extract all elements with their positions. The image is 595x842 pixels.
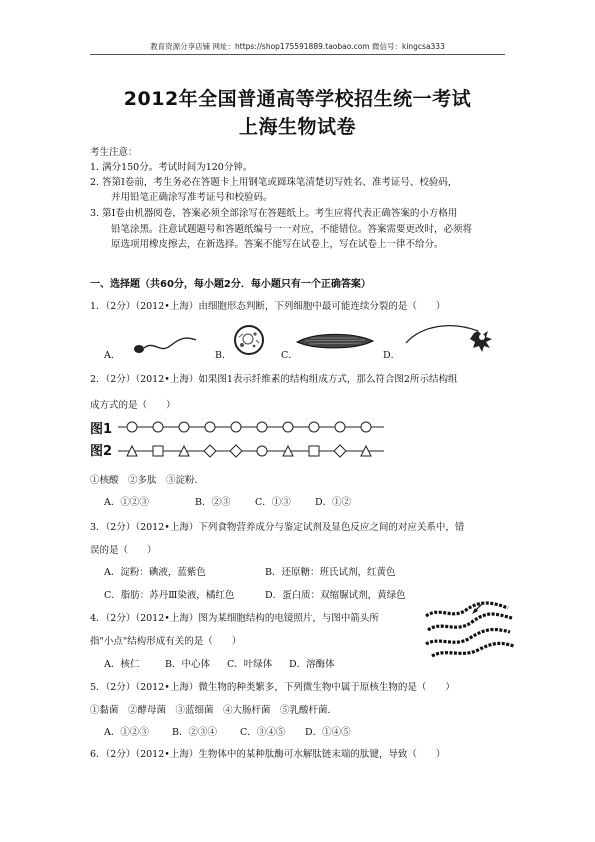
- q3-option-b: B．还原糖：班氏试剂，红黄色: [265, 567, 396, 578]
- q1-option-b: B．: [215, 350, 232, 361]
- sperm-cell-image: [130, 330, 198, 358]
- q2-items: ①核酸 ②多肽 ③淀粉．: [90, 475, 205, 486]
- q1-option-c: C．: [281, 350, 298, 361]
- q1-option-a: A．: [104, 350, 121, 361]
- q1-option-d: D．: [383, 350, 401, 361]
- electron-micrograph-image: [422, 600, 516, 660]
- q5-option-c: C．③④⑤: [240, 727, 286, 738]
- question-6-stem: 6．（2分）（2012•上海）生物体中的某种肽酶可水解肽链末端的肽键，导致（ ）: [90, 749, 446, 760]
- q2-option-c: C．①③: [255, 497, 291, 508]
- notice-item: 2. 答第Ⅰ卷前，考生务必在答题卡上用钢笔或圆珠笔清楚切写姓名、准考证号、校验码，: [90, 177, 458, 188]
- notice-item: 并用铅笔正确涂写准考证号和校验码。: [111, 192, 273, 203]
- muscle-cell-image: [295, 330, 375, 352]
- figure-1-chain: [118, 420, 388, 434]
- notice-item: 铅笔涂黑。注意试题题号和答题纸编号一一对应，不能错位。答案需要更改时，必须将: [111, 224, 473, 235]
- figure-1-label: 图1: [90, 422, 113, 437]
- question-3-stem: 3．（2分）（2012•上海）下列食物营养成分与鉴定试剂及显色反应之间的对应关系中，错: [90, 522, 465, 533]
- notice-item: 1. 满分150分。考试时间为120分钟。: [90, 162, 253, 173]
- page-header: 教育资源分享店铺 网址：https://shop175591889.taobao.com 微信号：kingcsa333: [150, 42, 445, 51]
- question-5-stem: 5．（2分）（2012•上海）微生物的种类繁多，下列微生物中属于原核生物的是（ ）: [90, 682, 455, 693]
- q2-option-b: B．②③: [195, 497, 231, 508]
- q4-option-a: A．核仁: [104, 659, 140, 670]
- figure-2-label: 图2: [90, 444, 113, 459]
- notice-heading: 考生注意：: [90, 147, 138, 158]
- exam-subtitle: 上海生物试卷: [238, 116, 356, 138]
- notice-item: 原选项用橡皮擦去，在新选择。答案不能写在试卷上，写在试卷上一律不给分。: [111, 239, 444, 250]
- q4-option-b: B．中心体: [165, 659, 210, 670]
- question-4-stem-cont: 指"小点"结构形成有关的是（ ）: [90, 636, 242, 647]
- figure-2-chain: [118, 444, 388, 458]
- q3-option-a: A．淀粉：碘液，蓝紫色: [104, 567, 206, 578]
- question-2-stem-cont: 成方式的是（ ）: [90, 400, 176, 411]
- q5-option-a: A．①②③: [104, 727, 149, 738]
- q5-items: ①黏菌 ②酵母菌 ③蓝细菌 ④大肠杆菌 ⑤乳酸杆菌．: [90, 705, 338, 716]
- q4-option-d: D．溶酶体: [289, 659, 335, 670]
- q3-option-c: C．脂肪：苏丹Ⅲ染液，橘红色: [104, 590, 235, 601]
- header-divider: [90, 54, 505, 55]
- q4-option-c: C．叶绿体: [227, 659, 273, 670]
- question-3-stem-cont: 误的是（ ）: [90, 545, 157, 556]
- question-1-stem: 1．（2分）（2012•上海）由细胞形态判断，下列细胞中最可能连续分裂的是（ ）: [90, 301, 446, 312]
- notice-item: 3. 第Ⅰ卷由机器阅卷，答案必须全部涂写在答题纸上。考生应将代表正确答案的小方格用: [90, 208, 458, 219]
- neuron-image: [402, 317, 496, 355]
- round-cell-image: [232, 323, 266, 357]
- q2-option-d: D．①②: [315, 497, 352, 508]
- q5-option-d: D．①④⑤: [305, 727, 351, 738]
- exam-title: 2012年全国普通高等学校招生统一考试: [123, 88, 472, 110]
- question-2-stem: 2．（2分）（2012•上海）如果图1表示纤维素的结构组成方式，那么符合图2所示结构组: [90, 374, 458, 385]
- q5-option-b: B．②③④: [172, 727, 217, 738]
- q2-option-a: A．①②③: [104, 497, 149, 508]
- q3-option-d: D．蛋白质：双缩脲试剂，黄绿色: [265, 590, 406, 601]
- question-4-stem: 4．（2分）（2012•上海）图为某细胞结构的电镜照片，与图中箭头所: [90, 613, 379, 624]
- section-heading: 一、选择题（共60分，每小题2分．每小题只有一个正确答案）: [90, 279, 371, 290]
